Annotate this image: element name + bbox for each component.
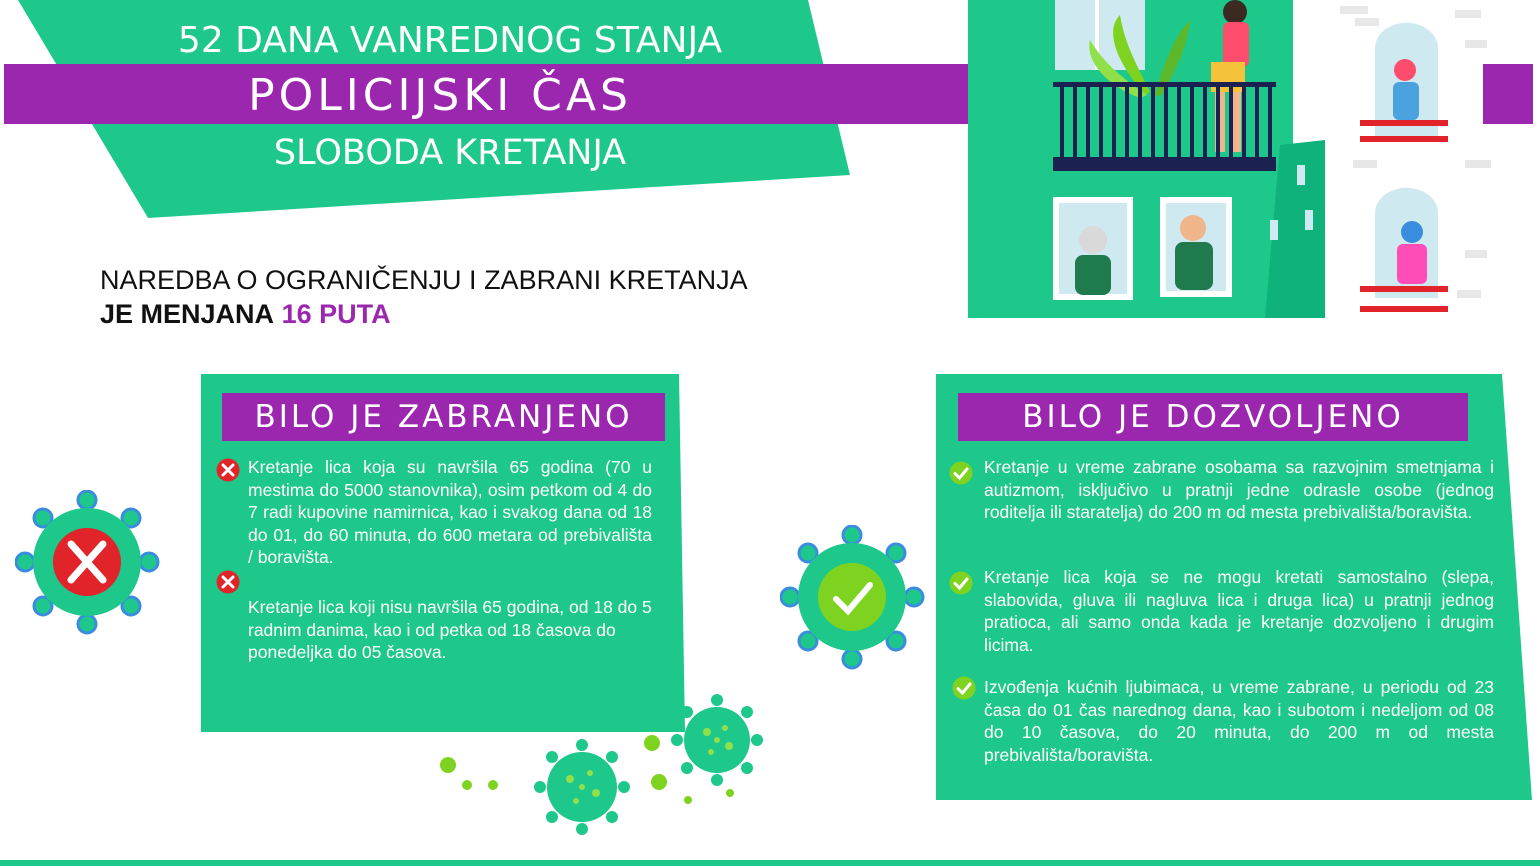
allowed-item-2: Kretanje lica koja se ne mogu kretati samostalno (slepa, slabovida, gluva ili nagluva lica i druga lica) u pratnji jednog pratioca, ali samo onda kada je kretanje dozvoljeno i drugim licima.	[984, 567, 1494, 655]
forbidden-title: BILO JE ZABRANJENO	[222, 393, 665, 441]
building-illustration	[965, 0, 1540, 322]
check-badge-icon	[952, 676, 976, 700]
header-curfew-title: POLICIJSKI ČAS	[248, 70, 632, 121]
allowed-item-1: Kretanje u vreme zabrane osobama sa razvojnim smetnjama i autizmom, isključivo u pratnji jedne odrasle osobe (jednog roditelja ili staratelja) do 200 m od mesta prebivališta/boravišta.	[984, 457, 1494, 523]
virus-cross-icon	[15, 490, 160, 635]
virus-check-icon	[780, 525, 925, 670]
allowed-title: BILO JE DOZVOLJENO	[958, 393, 1468, 441]
forbidden-item-1: Kretanje lica koja su navršila 65 godina (70 u mestima do 5000 stanovnika), osim petkom od 4 do 7 radi kupovine namirnica, kao i svakog dana od 18 do 01, do 60 minuta, do 600 metara od prebivališta / boravišta.	[248, 457, 652, 568]
x-badge-icon	[216, 570, 240, 594]
header-days-title: 52 DANA VANREDNOG STANJA	[177, 20, 723, 61]
intro-count-highlight: 16 PUTA	[281, 299, 391, 329]
intro-line-2	[100, 299, 391, 330]
check-badge-icon	[949, 461, 973, 485]
allowed-item-3: Izvođenja kućnih ljubimaca, u vreme zabrane, u periodu od 23 časa do 01 čas narednog dana, kao i subotom i nedeljom od 08 do 10 časova, do 20 minuta, do 200 m od mesta prebivališta/boravišta.	[984, 677, 1494, 765]
intro-changed-label: JE MENJANA	[100, 299, 275, 329]
bottom-divider	[0, 860, 1540, 866]
x-badge-icon	[216, 458, 240, 482]
forbidden-item-2: Kretanje lica koji nisu navršila 65 godina, od 18 do 5 radnim danima, kao i od petka od 18 časova do ponedeljka do 05 časova.	[248, 597, 652, 663]
header-freedom-title: SLOBODA KRETANJA	[273, 133, 627, 173]
virus-cluster-icon	[430, 690, 770, 860]
check-badge-icon	[949, 571, 973, 595]
intro-line-1: NAREDBA O OGRANIČENJU I ZABRANI KRETANJA	[100, 265, 748, 295]
